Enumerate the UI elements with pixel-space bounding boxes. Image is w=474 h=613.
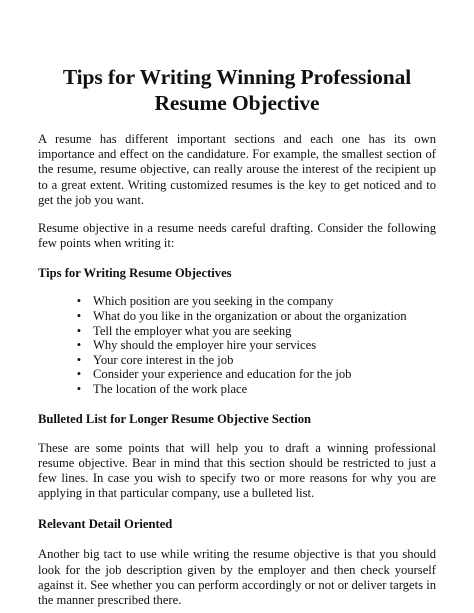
list-item: [38, 338, 436, 353]
list-item: [38, 353, 436, 368]
list-item-text: Why should the employer hire your services: [93, 338, 317, 353]
list-item: [38, 309, 436, 324]
title-line-2: Resume Objective: [154, 91, 320, 115]
list-item-text: The location of the work place: [93, 381, 248, 396]
detail-paragraph: Another big tact to use while writing the resume objective is that you should look for the job description given by the employer and then check yourself against it. See whether you can perform accordingly or not or deliver targets in the manner prescribed there.: [38, 547, 436, 607]
list-item: [38, 324, 436, 339]
bullet-icon: •: [76, 323, 82, 338]
list-item: [38, 294, 436, 309]
points-paragraph: These are some points that will help you to draft a winning professional resume objective. Bear in mind that this section should be restricted to just a few lines. In case you wish to specify two or more reasons for why you are applying in that particular company, use a bulleted list.: [38, 440, 436, 501]
intro-paragraph: A resume has different important sections and each one has its own importance and effect on the candidature. For example, the smallest section of the resume, resume objective, can really arouse the interest of the recipient up to a great extent. Writing customized resumes is the key to get noticed and to get the job you want.: [38, 132, 436, 207]
list-item-text: What do you like in the organization or about the organization: [93, 309, 407, 324]
list-item: [38, 367, 436, 382]
bullet-icon: •: [76, 309, 82, 324]
list-item-text: Which position are you seeking in the company: [93, 294, 334, 309]
list-item-text: Tell the employer what you are seeking: [93, 323, 292, 338]
title-line-1: Tips for Writing Winning Professional: [62, 65, 412, 89]
list-item-text: Your core interest in the job: [93, 352, 234, 367]
tips-bullet-list: [38, 294, 436, 396]
bullet-icon: •: [76, 294, 82, 309]
list-item-text: Consider your experience and education for the job: [93, 367, 352, 382]
drafting-paragraph: Resume objective in a resume needs careful drafting. Consider the following few points when writing it:: [38, 221, 436, 251]
page-title: [38, 64, 436, 116]
bullet-icon: •: [76, 338, 82, 353]
section-heading-tips: Tips for Writing Resume Objectives: [38, 266, 232, 281]
document-page: [38, 64, 436, 608]
bullet-icon: •: [76, 352, 82, 367]
bullet-icon: •: [76, 367, 82, 382]
bullet-icon: •: [76, 381, 82, 396]
section-heading-detail-oriented: Relevant Detail Oriented: [38, 517, 173, 532]
section-heading-bulleted-list: Bulleted List for Longer Resume Objective Section: [38, 411, 312, 426]
list-item: [38, 382, 436, 397]
